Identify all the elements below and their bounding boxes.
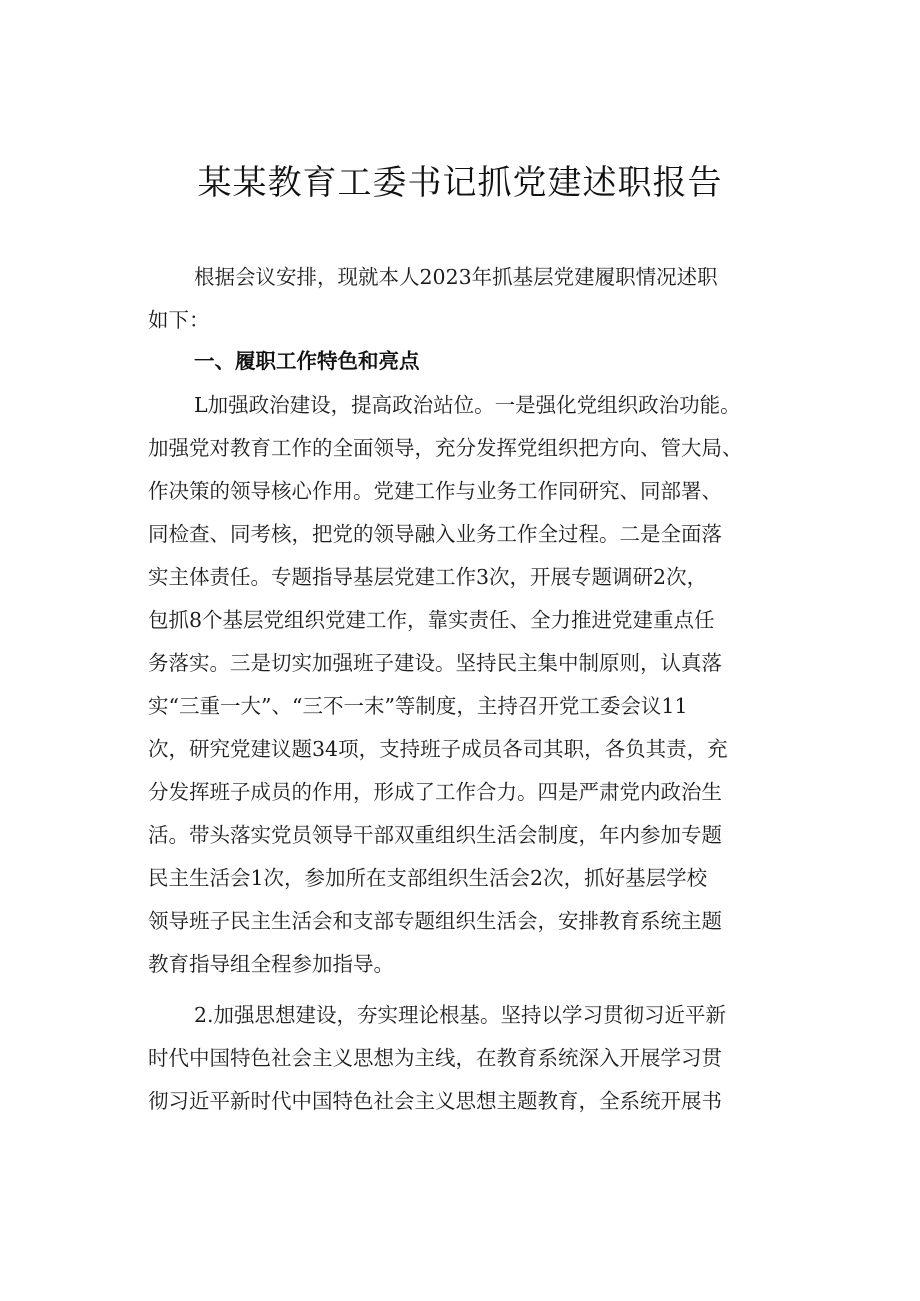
paragraph-political-building: [148, 384, 808, 986]
section-heading: 一、履职工作特色和亮点: [194, 349, 420, 373]
paragraph-line: 彻习近平新时代中国特色社会主义思想主题教育，全系统开展书: [148, 1089, 722, 1113]
paragraph-line: 加强党对教育工作的全面领导，充分发挥党组织把方向、管大局、: [148, 436, 743, 460]
paragraph-line: 民主生活会1次，参加所在支部组织生活会2次，抓好基层学校: [148, 866, 708, 890]
paragraph-line: 教育指导组全程参加指导。: [148, 952, 394, 976]
paragraph-line: 作决策的领导核心作用。党建工作与业务工作同研究、同部署、: [148, 479, 722, 503]
paragraph-line: 实“三重一大”、“三不一末”等制度，主持召开党工委会议11: [148, 694, 688, 718]
paragraph-line: 务落实。三是切实加强班子建设。坚持民主集中制原则，认真落: [148, 651, 722, 675]
paragraph-line: 包抓8个基层党组织党建工作，靠实责任、全力推进党建重点任: [148, 608, 715, 632]
paragraph-line: L加强政治建设，提高政治站位。一是强化党组织政治功能。: [194, 393, 741, 417]
paragraph-line: 次，研究党建议题34项，支持班子成员各司其职，各负其责，充: [148, 737, 728, 761]
paragraph-ideological-building: [148, 994, 808, 1123]
paragraph-line: 分发挥班子成员的作用，形成了工作合力。四是严肃党内政治生: [148, 780, 722, 804]
paragraph-line: 2.加强思想建设，夯实理论根基。坚持以学习贯彻习近平新: [194, 1003, 727, 1027]
paragraph-line: 时代中国特色社会主义思想为主线，在教育系统深入开展学习贯: [148, 1046, 722, 1070]
paragraph-line: 领导班子民主生活会和支部专题组织生活会，安排教育系统主题: [148, 909, 722, 933]
paragraph-line: 同检查、同考核，把党的领导融入业务工作全过程。二是全面落: [148, 522, 722, 546]
paragraph-line: 活。带头落实党员领导干部双重组织生活会制度，年内参加专题: [148, 823, 722, 847]
document-title: 某某教育工委书记抓党建述职报告: [197, 163, 723, 203]
intro-paragraph: [148, 256, 808, 342]
intro-line: 如下：: [148, 308, 210, 332]
intro-line: 根据会议安排，现就本人2023年抓基层党建履职情况述职: [194, 265, 718, 289]
paragraph-line: 实主体责任。专题指导基层党建工作3次，开展专题调研2次，: [148, 565, 708, 589]
